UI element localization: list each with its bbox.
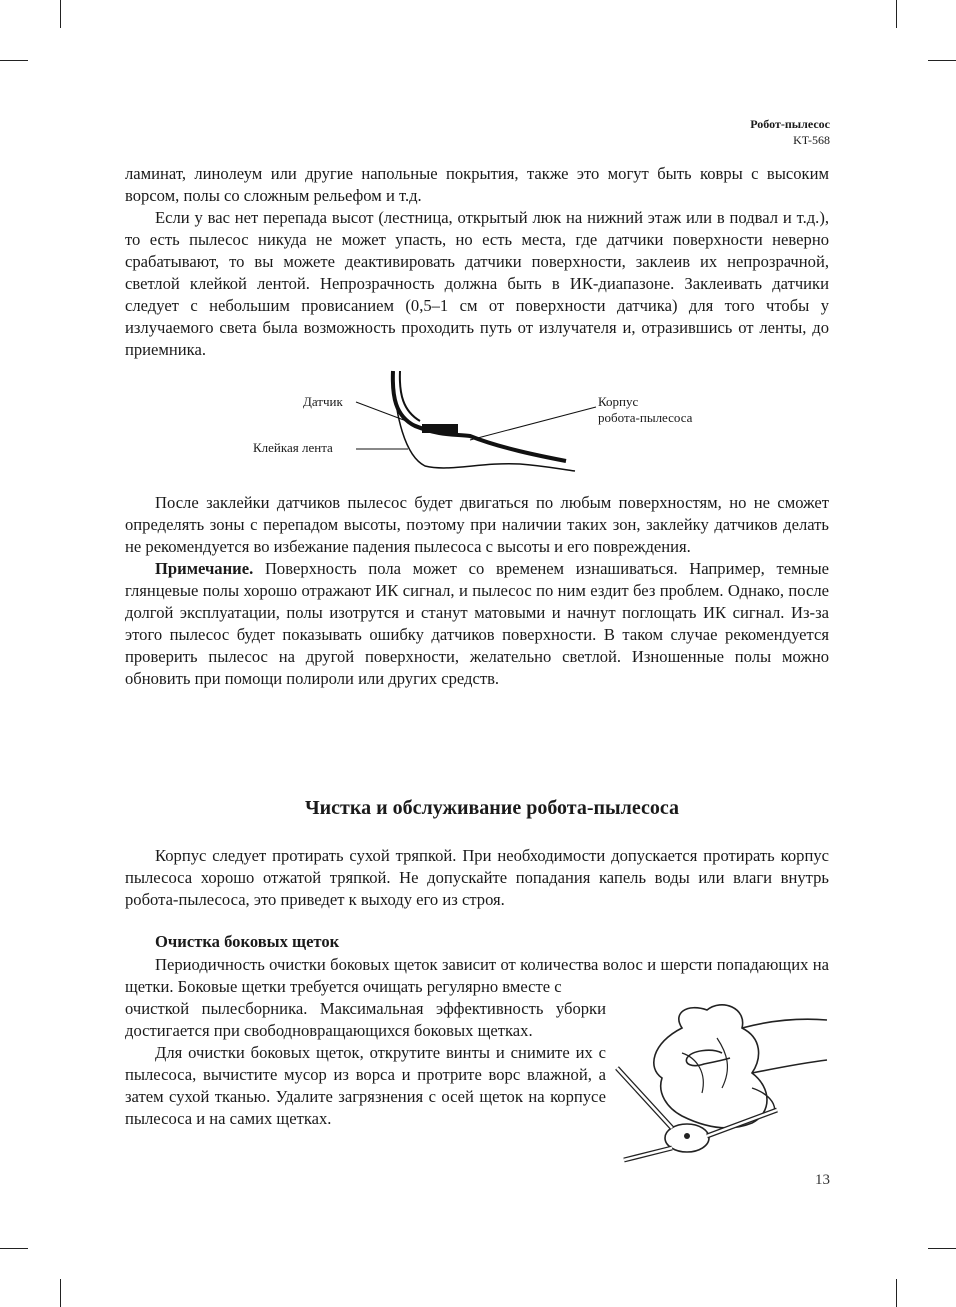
section-intro-block: [125, 845, 829, 911]
brush-text-full: [125, 954, 829, 998]
paragraph-deactivate-sensors: Если у вас нет перепада высот (лестница, открытый люк на нижний этаж или в подвал и т.д.), то есть пылесос никуда не может упасть, но есть места, где датчики поверхности неверно срабатывают, то вы можете деактивировать датчики поверхности, заклеив их непрозрачной, светлой клейкой лентой. Непрозрачность должна быть в ИК-диапазоне. Заклеивать датчики следует с небольшим провисанием (0,5–1 см от поверхности датчика) для того чтобы у излучаемого света была возможность проходить путь от излучателя и, отразившись от ленты, до приемника.: [125, 208, 829, 359]
section-title: Чистка и обслуживание робота-пылесоса: [304, 797, 680, 819]
running-header-title: Робот-пылесос: [750, 117, 830, 131]
middle-text-block: [125, 492, 829, 690]
running-header-model: KT-568: [793, 133, 830, 147]
brush-screw: [684, 1133, 690, 1139]
finger-outline: [752, 1088, 775, 1113]
leader-line-sensor: [356, 402, 425, 428]
leader-line-body: [470, 407, 596, 440]
cloth-fold-1: [682, 1053, 703, 1093]
paragraph-brush-frequency-rest: очисткой пылесборника. Максимальная эффективность уборки достигается при свободновращающихся боковых щетках.: [125, 999, 606, 1040]
sensor-tape-diagram: [0, 366, 956, 496]
note-label: Примечание.: [155, 559, 254, 578]
page-number: 13: [815, 1172, 830, 1188]
crop-mark-bl-h: [0, 1248, 28, 1249]
label-body-line1: Корпус: [598, 394, 639, 409]
crop-mark-br-v: [896, 1279, 897, 1307]
paragraph-continued: ламинат, линолеум или другие напольные покрытия, также это могут быть ковры с высоким ворсом, полы со сложным рельефом и т.д.: [125, 164, 829, 205]
crop-mark-bl-v: [60, 1279, 61, 1307]
brush-arm-lower-inner: [624, 1148, 672, 1160]
cloth-outline: [654, 1005, 767, 1128]
cloth-fold-2: [717, 1038, 727, 1088]
robot-body-outline: [393, 371, 566, 461]
paragraph-after-taping: После заклейки датчиков пылесос будет двигаться по любым поверхностям, но не сможет определять зоны с перепадом высоты, поэтому при наличии таких зон, заклейку датчиков делать не рекомендуется во избежание падения пылесоса с высоты и его повреждения.: [125, 493, 829, 556]
brush-text-narrow: [125, 998, 606, 1130]
paragraph-brush-frequency: Периодичность очистки боковых щеток зависит от количества волос и шерсти попадающих на щетки. Боковые щетки требуется очищать регулярно вместе с: [125, 955, 829, 996]
note-text: Поверхность пола может со временем изнашиваться. Например, темные глянцевые полы хорошо отражают ИК сигнал, и пылесос по ним ездит без проблем. Однако, после долгой эксплуатации, полы изотрутся и станут матовыми и начнут поглощать ИК сигнал. Из-за этого пылесос будет показывать ошибку датчиков поверхности. В таком случае рекомендуется проверить пылесос на другой поверхности, желательно светлой. Изношенные полы можно обновить при помощи полироли или других средств.: [125, 559, 829, 688]
label-body-line2: робота-пылесоса: [598, 410, 693, 425]
crop-mark-tl-v: [60, 0, 61, 28]
crop-mark-tr-h: [928, 60, 956, 61]
crop-mark-tr-v: [896, 0, 897, 28]
brush-cleaning-illustration: [612, 998, 832, 1168]
subsection-title: Очистка боковых щеток: [155, 932, 340, 951]
paragraph-note: [125, 558, 829, 690]
label-tape: Клейкая лента: [253, 440, 333, 455]
crop-mark-br-h: [928, 1248, 956, 1249]
crop-mark-tl-h: [0, 60, 28, 61]
paragraph-body-cleaning: Корпус следует протирать сухой тряпкой. При необходимости допускается протирать корпус пылесоса хорошо отжатой тряпкой. Не допускайте попадания капель воды или влаги внутрь робота-пылесоса, это приведет к выходу его из строя.: [125, 846, 829, 909]
sensor-block: [422, 424, 458, 433]
label-sensor: Датчик: [303, 394, 343, 409]
top-text-block: [125, 163, 829, 361]
brush-arm-right-inner: [707, 1110, 777, 1136]
paragraph-brush-cleaning: Для очистки боковых щеток, открутите винты и снимите их с пылесоса, вычистите мусор из ворса и протрите ворс влажной, а затем сухой тканью. Удалите загрязнения с осей щеток на корпусе пылесоса и на самих щетках.: [125, 1043, 606, 1128]
